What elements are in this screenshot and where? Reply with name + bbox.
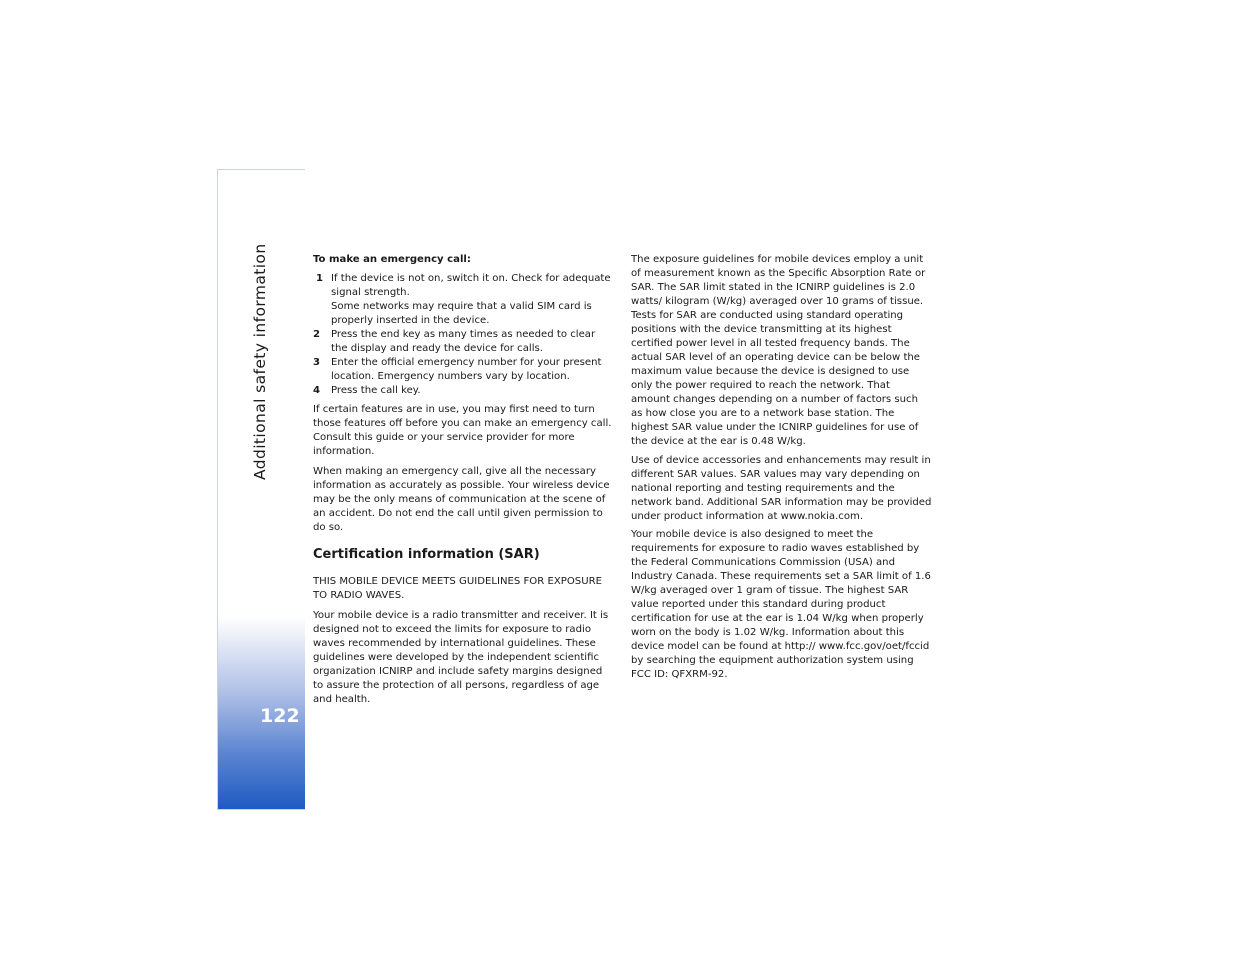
sar-section-heading: Certification information (SAR) [313, 546, 540, 562]
left-column [313, 253, 614, 711]
transmitter-paragraph: Your mobile device is a radio transmitter and receiver. It is designed not to exceed the limits for exposure to radio waves recommended by international guidelines. These guidelines were developed by the independent scientific organization ICNIRP and include safety margins designed to assure the protection of all persons, regardless of age and health. [313, 609, 609, 705]
step-number: 4 [313, 384, 321, 396]
section-title: Additional safety information [251, 243, 269, 480]
step-1 [313, 272, 614, 328]
step-line: Some networks may require that a valid SIM card is properly inserted in the device. [331, 300, 592, 326]
step-line: If the device is not on, switch it on. Check for adequate signal strength. [331, 272, 611, 298]
step-2 [313, 328, 614, 356]
step-text [331, 328, 614, 356]
step-text [331, 272, 614, 328]
emergency-steps-list [313, 272, 614, 398]
step-3 [313, 356, 614, 384]
step-line: Enter the official emergency number for your present location. Emergency numbers vary by location. [331, 356, 602, 382]
step-number: 3 [313, 356, 321, 368]
step-4 [313, 384, 614, 398]
exposure-paragraph: The exposure guidelines for mobile devices employ a unit of measurement known as the Specific Absorption Rate or SAR. The SAR limit stated in the ICNIRP guidelines is 2.0 watts/ kilogram (W/kg) averaged over 10 grams of tissue. Tests for SAR are conducted using standard operating positions with the device transmitting at its highest certified power level in all tested frequency bands. The actual SAR level of an operating device can be below the maximum value because the device is designed to use only the power required to reach the network. That amount changes depending on a number of factors such as how close you are to a network base station. The highest SAR value under the ICNIRP guidelines for use of the device at the ear is 0.48 W/kg. [631, 254, 926, 447]
step-line: Press the call key. [331, 384, 421, 396]
right-column [631, 253, 932, 687]
guidelines-paragraph: THIS MOBILE DEVICE MEETS GUIDELINES FOR EXPOSURE TO RADIO WAVES. [313, 575, 602, 601]
step-number: 1 [316, 272, 324, 284]
call-info-paragraph: When making an emergency call, give all the necessary information as accurately as possible. Your wireless device may be the only means of communication at the scene of an accident. Do not end the call until given permission to do so. [313, 465, 610, 533]
features-paragraph: If certain features are in use, you may first need to turn those features off before you can make an emergency call. Consult this guide or your service provider for more information. [313, 403, 612, 457]
step-line: Press the end key as many times as needed to clear the display and ready the device for calls. [331, 328, 596, 354]
step-text [331, 384, 614, 398]
accessories-paragraph: Use of device accessories and enhancements may result in different SAR values. SAR values may vary depending on national reporting and testing requirements and the network band. Additional SAR information may be provided under product information at www.nokia.com. [631, 454, 932, 522]
page-number: 122 [260, 705, 300, 727]
step-text [331, 356, 614, 384]
step-number: 2 [313, 328, 321, 340]
fcc-paragraph: Your mobile device is also designed to meet the requirements for exposure to radio waves established by the Federal Communications Commission (USA) and Industry Canada. These requirements set a SAR limit of 1.6 W/kg averaged over 1 gram of tissue. The highest SAR value reported under this standard during product certification for use at the ear is 1.04 W/kg when properly worn on the body is 1.02 W/kg. Information about this device model can be found at http:// www.fcc.gov/oet/fccid by searching the equipment authorization system using FCC ID: QFXRM-92. [631, 529, 931, 680]
emergency-call-heading: To make an emergency call: [313, 254, 471, 265]
